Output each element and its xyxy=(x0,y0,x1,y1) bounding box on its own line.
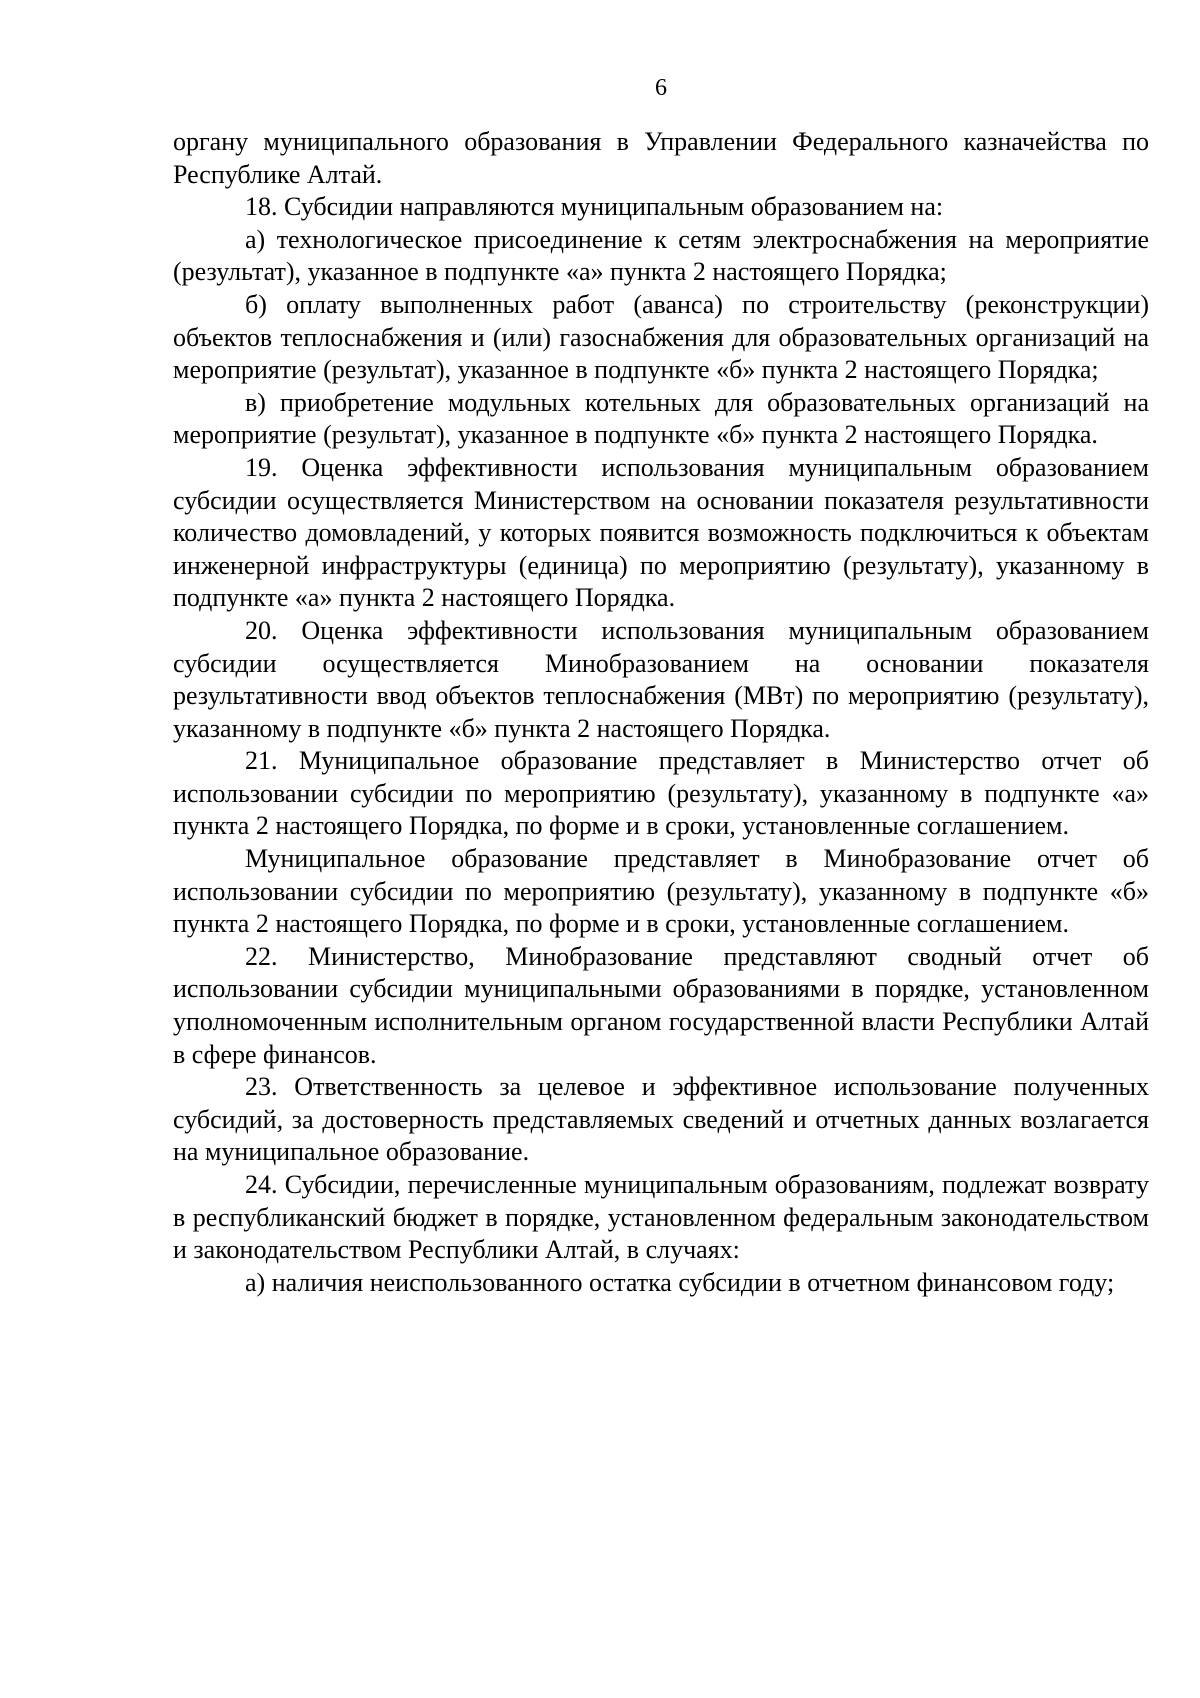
paragraph-12: 24. Субсидии, перечисленные муниципальным образованиям, подлежат возврату в республиканский бюджет в порядке, установленном федеральным законодательством и законодательством Республики Алтай, в случаях: xyxy=(173,1170,1149,1265)
paragraph-10: 22. Министерство, Минобразование представляют сводный отчет об использовании субсидии муниципальными образованиями в порядке, установленном уполномоченным исполнительным органом государственной власти Республики Алтай в сфере финансов. xyxy=(173,941,1149,1069)
paragraph-7: 20. Оценка эффективности использования муниципальным образованием субсидии осуществляется Минобразованием на основании показателя результативности ввод объектов теплоснабжения (МВт) по мероприятию (результату), указанному в подпункте «б» пункта 2 настоящего Порядка. xyxy=(173,615,1149,743)
paragraph-2: 18. Субсидии направляются муниципальным образованием на: xyxy=(245,192,944,222)
paragraph-6: 19. Оценка эффективности использования муниципальным образованием субсидии осуществляется Министерством на основании показателя результативности количество домовладений, у которых появится возможность подключиться к объектам инженерной инфраструктуры (единица) по мероприятию (результату), указанному в подпункте «а» пункта 2 настоящего Порядка. xyxy=(173,452,1149,613)
paragraph-5: в) приобретение модульных котельных для образовательных организаций на мероприятие (результат), указанное в подпункте «б» пункта 2 настоящего Порядка. xyxy=(173,387,1149,450)
paragraph-3: а) технологическое присоединение к сетям электроснабжения на мероприятие (результат), указанное в подпункте «а» пункта 2 настоящего Порядка; xyxy=(173,224,1149,287)
paragraph-8: 21. Муниципальное образование представляет в Министерство отчет об использовании субсидии по мероприятию (результату), указанному в подпункте «а» пункта 2 настоящего Порядка, по форме и в сроки, установленные соглашением. xyxy=(173,746,1149,841)
paragraph-4: б) оплату выполненных работ (аванса) по строительству (реконструкции) объектов теплоснабжения и (или) газоснабжения для образовательных организаций на мероприятие (результат), указанное в подпункте «б» пункта 2 настоящего Порядка; xyxy=(173,289,1149,385)
paragraph-13: а) наличия неиспользованного остатка субсидии в отчетном финансовом году; xyxy=(245,1267,1115,1297)
document-body xyxy=(173,126,1149,1299)
paragraph-9: Муниципальное образование представляет в Минобразование отчет об использовании субсидии по мероприятию (результату), указанному в подпункте «б» пункта 2 настоящего Порядка, по форме и в сроки, установленные соглашением. xyxy=(173,844,1149,939)
paragraph-11: 23. Ответственность за целевое и эффективное использование полученных субсидий, за достоверность представляемых сведений и отчетных данных возлагается на муниципальное образование. xyxy=(173,1072,1149,1167)
page-number: 6 xyxy=(655,75,667,101)
paragraph-1: органу муниципального образования в Управлении Федерального казначейства по Республике Алтай. xyxy=(173,127,1149,189)
